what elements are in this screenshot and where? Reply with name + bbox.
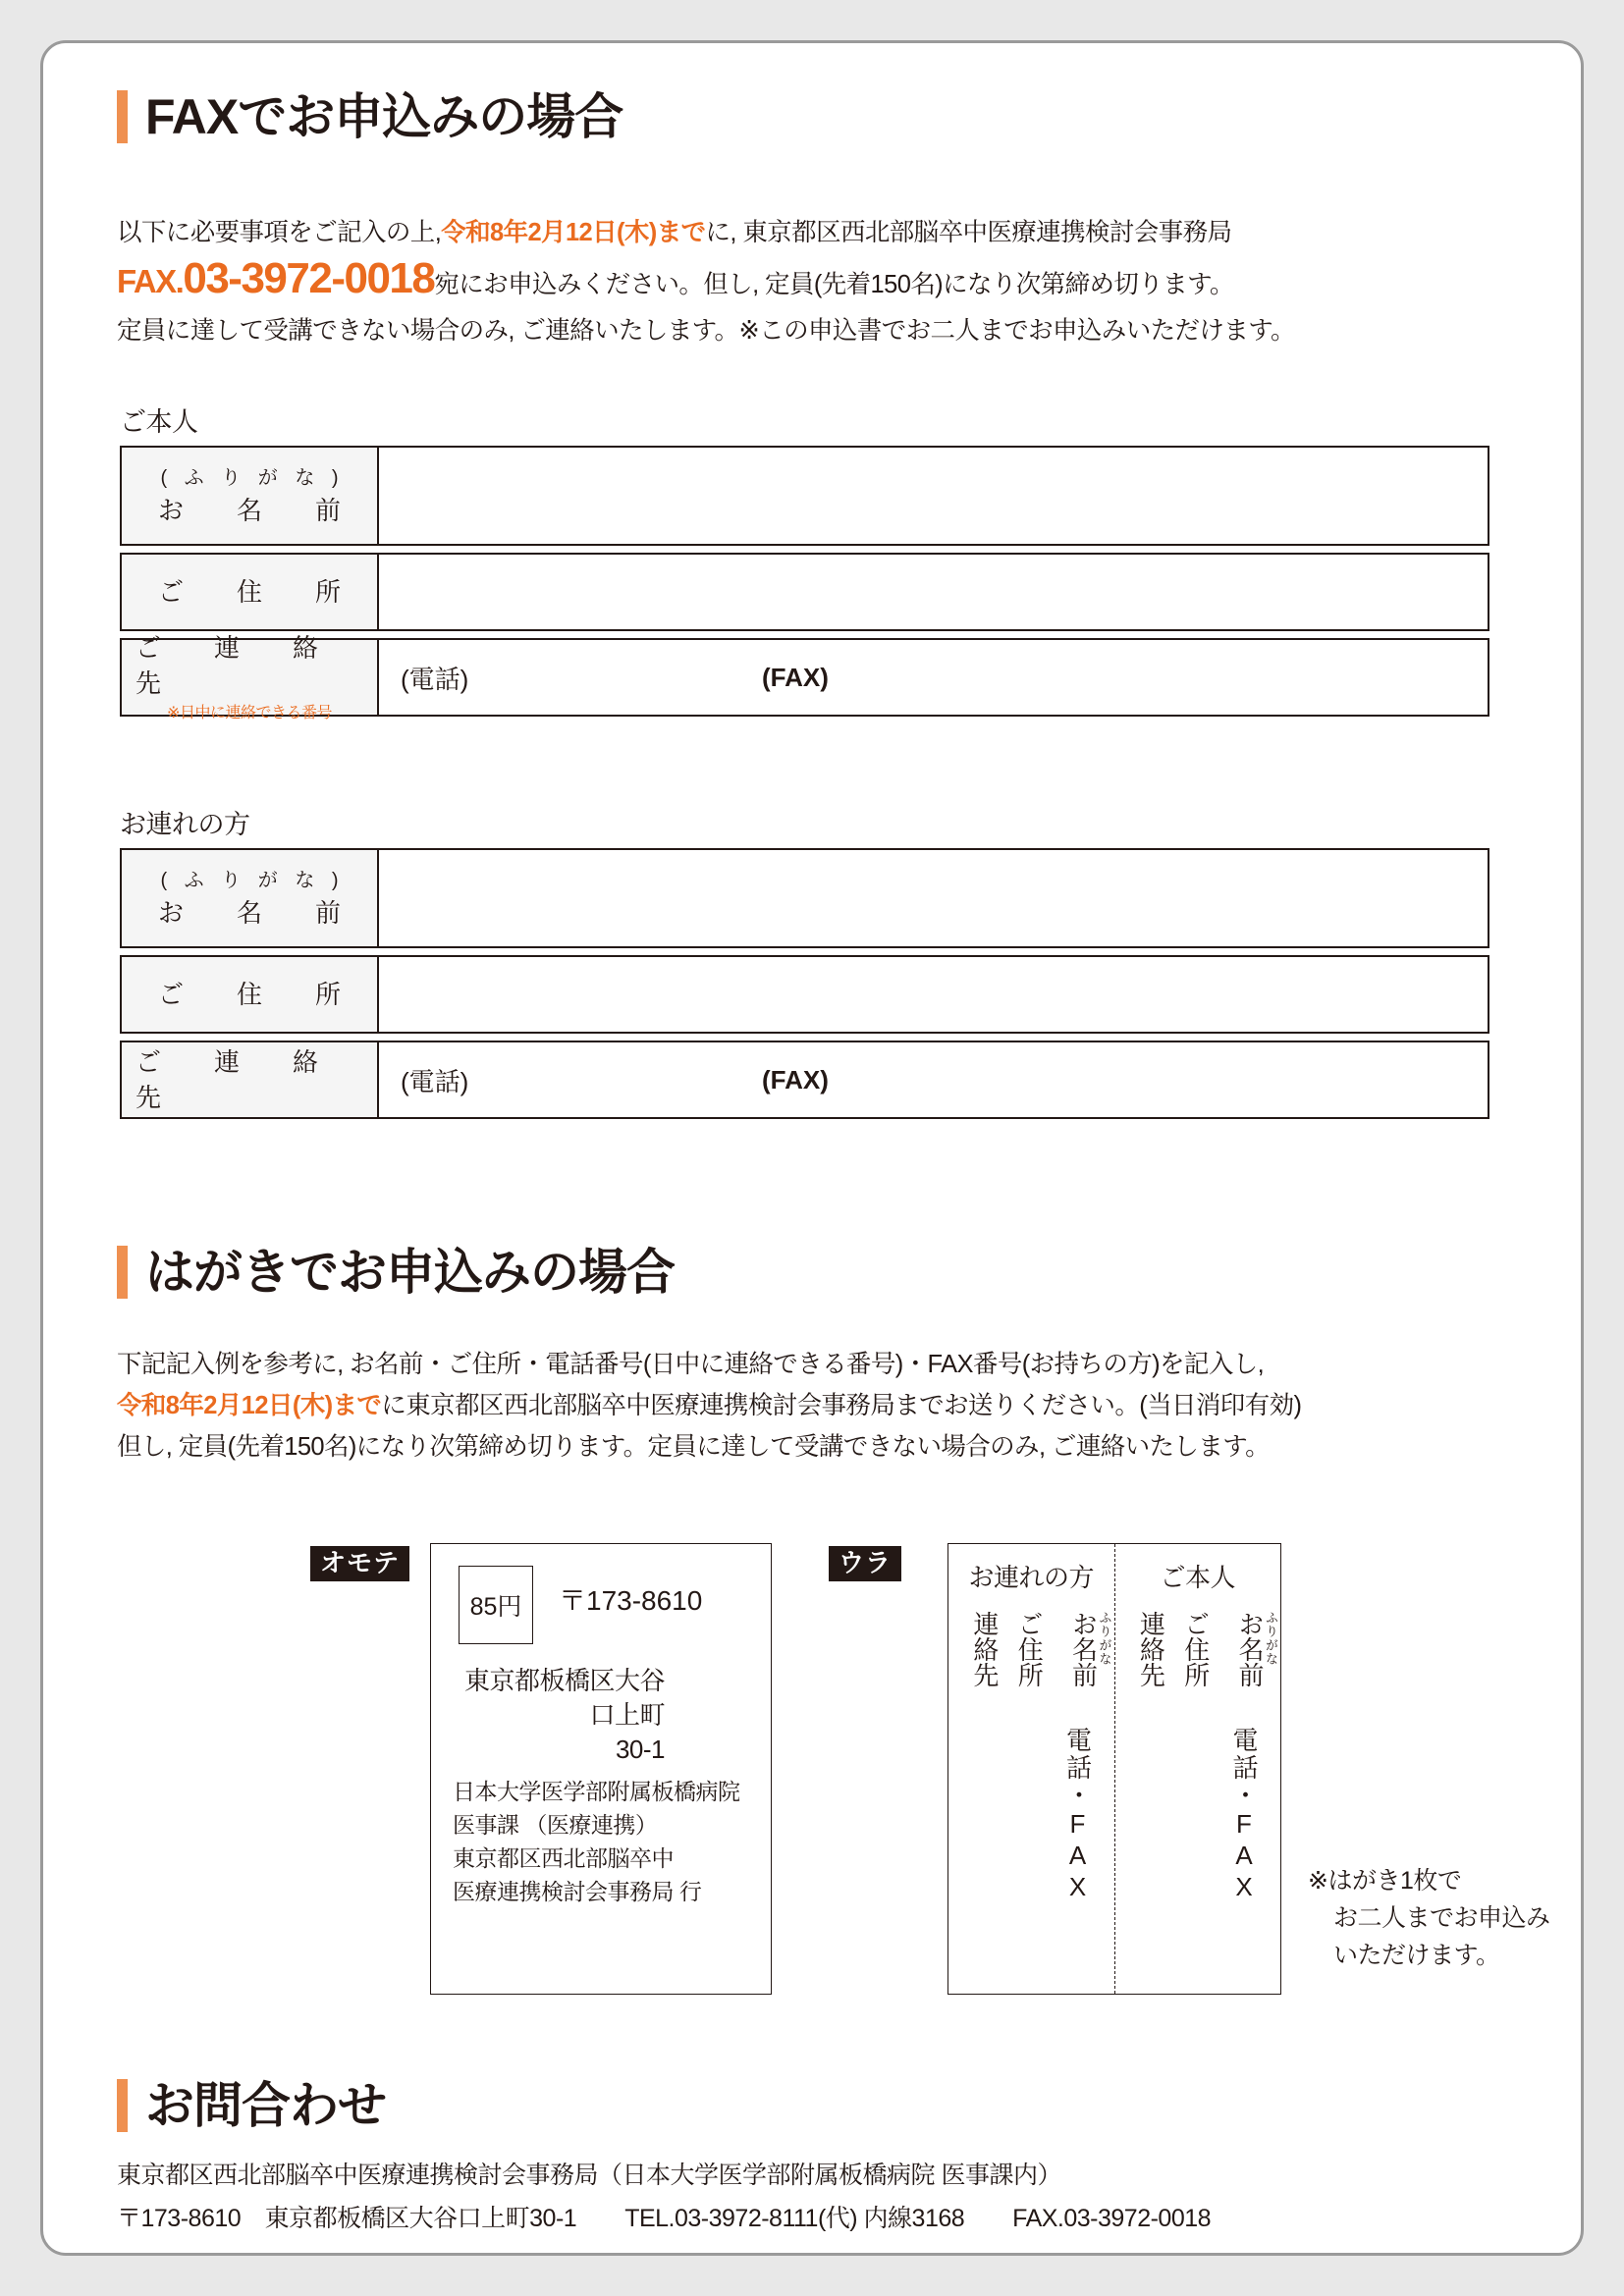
self-name-label: お 名 前 xyxy=(157,496,354,525)
fax-desc-line-3: 定員に達して受講できない場合のみ, ご連絡いたします。※この申込書でお二人までお申込みいただけます。 xyxy=(117,317,1295,345)
self-contact-label-cell xyxy=(122,633,379,721)
postcard-front-sample xyxy=(430,1543,772,1995)
back-self-furigana-label: ふりがな xyxy=(1264,1611,1278,1666)
front-address-line-2: 30-1 xyxy=(615,1735,665,1764)
companion-address-label: ご 住 所 xyxy=(157,980,354,1009)
front-zip-code: 〒173-8610 xyxy=(559,1585,703,1616)
companion-name-label: お 名 前 xyxy=(157,898,354,928)
back-companion-contact-field: 連絡先 xyxy=(969,1611,1000,1687)
self-fax-placeholder: (FAX) xyxy=(762,662,829,692)
front-dest-line-1: 日本大学医学部附属板橋病院 xyxy=(453,1779,740,1804)
postcard-desc-line-2 xyxy=(117,1385,1521,1426)
companion-contact-label: ご 連 絡 先 xyxy=(135,1047,372,1112)
self-address-label-cell xyxy=(122,555,379,629)
self-group-label: ご本人 xyxy=(120,407,198,437)
companion-contact-label-cell xyxy=(122,1042,379,1117)
inquiry-section-heading xyxy=(117,2079,386,2132)
fax-desc-line-1 xyxy=(117,212,1511,253)
table-row-companion-name xyxy=(120,848,1489,948)
self-name-label-cell xyxy=(122,448,379,544)
companion-name-input[interactable] xyxy=(379,850,1488,946)
companion-name-label-cell xyxy=(122,850,379,946)
back-column-self xyxy=(1115,1544,1281,1994)
self-contact-input[interactable] xyxy=(379,640,1488,715)
postcard-desc-line-1: 下記記入例を参考に, お名前・ご住所・電話番号(日中に連絡できる番号)・FAX番号(お持ちの方)を記入し, xyxy=(117,1351,1265,1378)
companion-address-input[interactable] xyxy=(379,957,1488,1032)
self-address-label: ご 住 所 xyxy=(157,577,354,607)
fax-desc-line-1-a: 以下に必要事項をご記入の上, xyxy=(117,219,442,246)
companion-contact-input[interactable] xyxy=(379,1042,1488,1117)
table-row-companion-contact xyxy=(120,1041,1489,1119)
fax-section-heading xyxy=(117,90,623,143)
back-companion-name-label: お名前 xyxy=(1068,1611,1099,1687)
accent-bar-icon-2 xyxy=(117,1246,128,1299)
fax-number-value: 03-3972-0018 xyxy=(183,254,435,302)
fax-deadline-highlight: 令和8年2月12日(木)まで xyxy=(441,219,706,246)
back-self-address-field: ご住所 xyxy=(1180,1611,1211,1687)
back-self-telfax-label: 電話・FAX xyxy=(1229,1727,1259,1903)
fax-desc-line-2-b: 宛にお申込みください。但し, 定員(先着150名)になり次第締め切ります。 xyxy=(434,271,1234,298)
postcard-section-description xyxy=(117,1344,1521,1468)
table-row-companion-address xyxy=(120,955,1489,1034)
self-form-table xyxy=(120,446,1489,721)
companion-tel-placeholder: (電話) xyxy=(401,1066,469,1096)
inquiry-section-title: お問合わせ xyxy=(145,2078,386,2133)
front-dest-line-2: 医事課 （医療連携） xyxy=(453,1812,658,1838)
postcard-section-heading xyxy=(117,1246,675,1299)
self-furigana-label: ( ふ り が な ) xyxy=(160,467,345,489)
front-address xyxy=(451,1664,665,1767)
back-companion-furigana-label: ふりがな xyxy=(1097,1611,1112,1666)
front-dest-line-3: 東京都区西北部脳卒中 xyxy=(453,1845,674,1871)
fax-number-block xyxy=(117,254,434,302)
document-page xyxy=(40,40,1584,2256)
side-note-line-2: お二人までお申込み xyxy=(1333,1904,1550,1932)
back-self-name-field xyxy=(1235,1611,1278,1695)
postcard-deadline-highlight: 令和8年2月12日(木)まで xyxy=(117,1392,382,1419)
postcard-side-note xyxy=(1308,1862,1550,1974)
self-contact-note: ※日中に連絡できる番号 xyxy=(167,705,332,721)
self-contact-label: ご 連 絡 先 xyxy=(135,633,372,698)
front-dest-line-4: 医療連携検討会事務局 行 xyxy=(453,1879,702,1904)
back-self-heading: ご本人 xyxy=(1160,1563,1235,1592)
front-tag xyxy=(310,1546,409,1581)
fax-section-title: FAXでお申込みの場合 xyxy=(145,89,623,144)
fax-desc-line-1-b: に, 東京都区西北部脳卒中医療連携検討会事務局 xyxy=(705,219,1232,246)
companion-fax-placeholder: (FAX) xyxy=(762,1064,829,1095)
table-row-self-address xyxy=(120,553,1489,631)
back-companion-fields xyxy=(948,1611,1114,1695)
accent-bar-icon xyxy=(117,90,128,143)
front-tag-label: オモテ xyxy=(310,1546,409,1581)
accent-bar-icon-3 xyxy=(117,2079,128,2132)
fax-number-prefix: FAX. xyxy=(117,263,184,299)
fax-section-description xyxy=(117,212,1511,351)
self-tel-placeholder: (電話) xyxy=(401,664,469,694)
postage-stamp-box xyxy=(459,1566,533,1644)
table-row-self-name xyxy=(120,446,1489,546)
postcard-desc-line-3: 但し, 定員(先着150名)になり次第締め切ります。定員に達して受講できない場合のみ, ご連絡いたします。 xyxy=(117,1433,1270,1461)
back-companion-address-field: ご住所 xyxy=(1014,1611,1045,1687)
back-companion-telfax-label: 電話・FAX xyxy=(1062,1727,1093,1903)
side-note-line-1: ※はがき1枚で xyxy=(1308,1867,1462,1895)
self-name-input[interactable] xyxy=(379,448,1488,544)
companion-furigana-label: ( ふ り が な ) xyxy=(160,870,345,891)
postcard-section-title: はがきでお申込みの場合 xyxy=(145,1245,675,1300)
companion-group-label: お連れの方 xyxy=(120,810,250,839)
back-tag-label: ウラ xyxy=(829,1546,901,1581)
postage-stamp-label: 85円 xyxy=(469,1593,522,1621)
companion-form-table xyxy=(120,848,1489,1119)
back-companion-name-field xyxy=(1068,1611,1112,1695)
front-address-line-1: 東京都板橋区大谷口上町 xyxy=(463,1666,665,1730)
back-self-name-label: お名前 xyxy=(1235,1611,1265,1687)
inquiry-line-2: 〒173-8610 東京都板橋区大谷口上町30-1 TEL.03-3972-8111(代) 内線3168 FAX.03-3972-0018 xyxy=(117,2205,1212,2232)
postcard-desc-line-2-b: に東京都区西北部脳卒中医療連携検討会事務局までお送りください。(当日消印有効) xyxy=(381,1392,1302,1419)
self-address-input[interactable] xyxy=(379,555,1488,629)
front-destination xyxy=(453,1775,740,1908)
postcard-back-sample xyxy=(947,1543,1281,1995)
fax-desc-line-2 xyxy=(117,253,1511,310)
back-self-contact-field: 連絡先 xyxy=(1136,1611,1166,1687)
inquiry-details xyxy=(117,2154,1211,2240)
companion-address-label-cell xyxy=(122,957,379,1032)
table-row-self-contact xyxy=(120,633,1489,721)
back-column-companion xyxy=(948,1544,1115,1994)
back-companion-heading: お連れの方 xyxy=(968,1563,1094,1592)
back-tag xyxy=(829,1546,901,1581)
side-note-line-3: いただけます。 xyxy=(1333,1942,1500,1969)
back-self-fields xyxy=(1115,1611,1281,1695)
inquiry-line-1: 東京都区西北部脳卒中医療連携検討会事務局（日本大学医学部附属板橋病院 医事課内） xyxy=(117,2162,1061,2189)
